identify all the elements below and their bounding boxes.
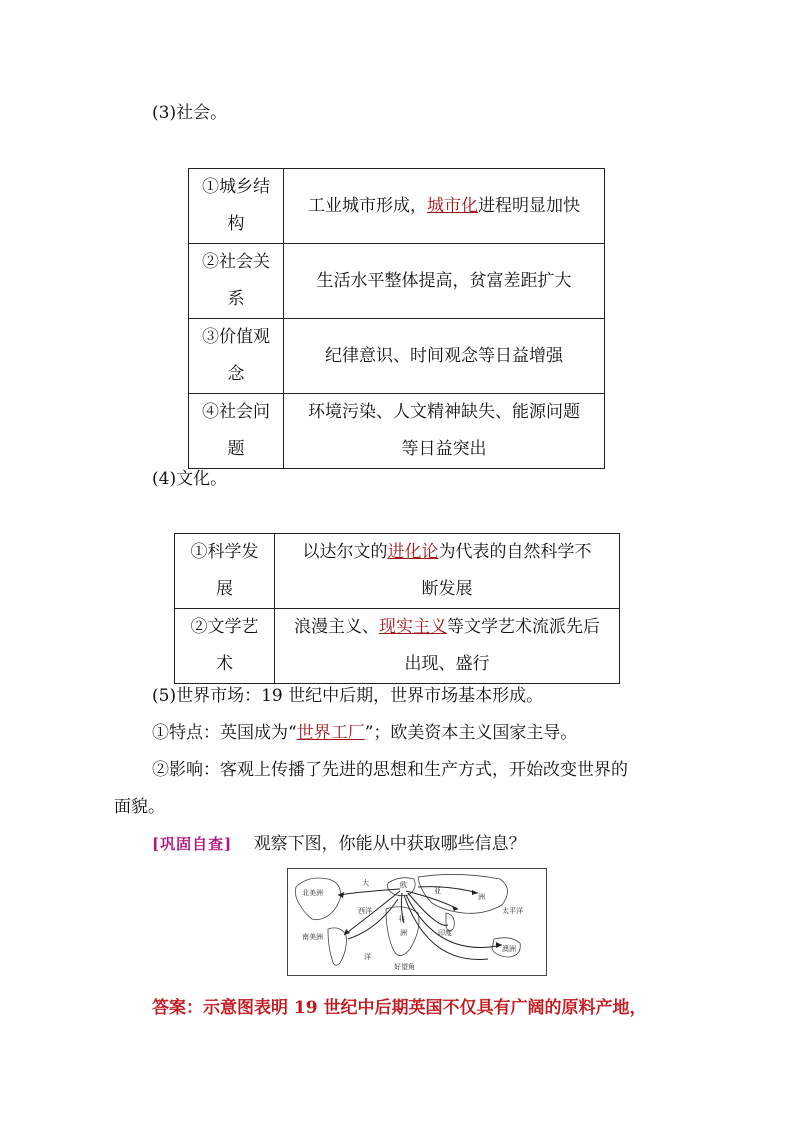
- table-row: [175, 534, 620, 609]
- society-table: [188, 168, 605, 469]
- check-question: [巩固自查] 观察下图，你能从中获取哪些信息？: [152, 834, 526, 854]
- map-label-africa: 非: [398, 915, 405, 923]
- row-content: 纪律意识、时间观念等日益增强: [284, 319, 605, 394]
- row-content: 工业城市形成，城市化进程明显加快: [284, 169, 605, 244]
- world-map-illustration: [288, 869, 546, 975]
- answer-line: 答案：示意图表明 19 世纪中后期英国不仅具有广阔的原料产地，: [152, 998, 647, 1018]
- map-label-asia: 亚: [434, 887, 441, 895]
- row-label: ①科学发 展: [175, 534, 275, 609]
- table-row: [189, 394, 605, 469]
- impact-line-continued: 面貌。: [114, 797, 165, 817]
- check-tag: [巩固自查]: [152, 835, 233, 853]
- row-label: ③价值观 念: [189, 319, 284, 394]
- section-3-heading: (3)社会。: [152, 103, 228, 123]
- impact-line: ②影响：客观上传播了先进的思想和生产方式，开始改变世界的: [152, 760, 628, 780]
- table-row: [189, 169, 605, 244]
- feature-line: ①特点：英国成为“世界工厂”；欧美资本主义国家主导。: [152, 723, 578, 743]
- map-label-africa-2: 洲: [400, 929, 407, 937]
- section-5-heading: (5)世界市场：19 世纪中后期，世界市场基本形成。: [152, 686, 544, 706]
- map-label-cape: 好望角: [394, 963, 415, 971]
- row-label: ①城乡结 构: [189, 169, 284, 244]
- row-content: 生活水平整体提高，贫富差距扩大: [284, 244, 605, 319]
- highlight-term: 现实主义: [379, 617, 447, 637]
- table-row: [175, 609, 620, 684]
- section-4-heading: (4)文化。: [152, 469, 228, 489]
- row-content: 以达尔文的进化论为代表的自然科学不 断发展: [275, 534, 620, 609]
- map-label-ocean: 洋: [364, 953, 371, 961]
- row-label: ②社会关 系: [189, 244, 284, 319]
- highlight-term: 进化论: [387, 542, 439, 562]
- highlight-term: 城市化: [427, 195, 478, 216]
- culture-table: [174, 533, 620, 684]
- trade-map: [287, 868, 547, 976]
- map-label-north-america: 北美洲: [302, 889, 323, 897]
- row-content: 浪漫主义、现实主义等文学艺术流派先后 出现、盛行: [275, 609, 620, 684]
- map-label-asia-2: 洲: [478, 893, 485, 901]
- map-label-india: 印度: [438, 929, 452, 937]
- map-label-pacific: 太平洋: [502, 907, 523, 915]
- highlight-term: 世界工厂: [296, 723, 365, 743]
- map-label-atlantic-2: 西洋: [358, 907, 372, 915]
- table-row: [189, 319, 605, 394]
- row-label: ②文学艺 术: [175, 609, 275, 684]
- row-content: 环境污染、人文精神缺失、能源问题 等日益突出: [284, 394, 605, 469]
- map-label-atlantic-1: 大: [362, 879, 369, 887]
- map-label-europe: 欧: [400, 881, 407, 889]
- row-label: ④社会问 题: [189, 394, 284, 469]
- map-label-australia: 澳洲: [502, 945, 516, 953]
- table-row: [189, 244, 605, 319]
- answer-label: 答案：: [152, 998, 203, 1018]
- map-label-south-america: 南美洲: [302, 933, 323, 941]
